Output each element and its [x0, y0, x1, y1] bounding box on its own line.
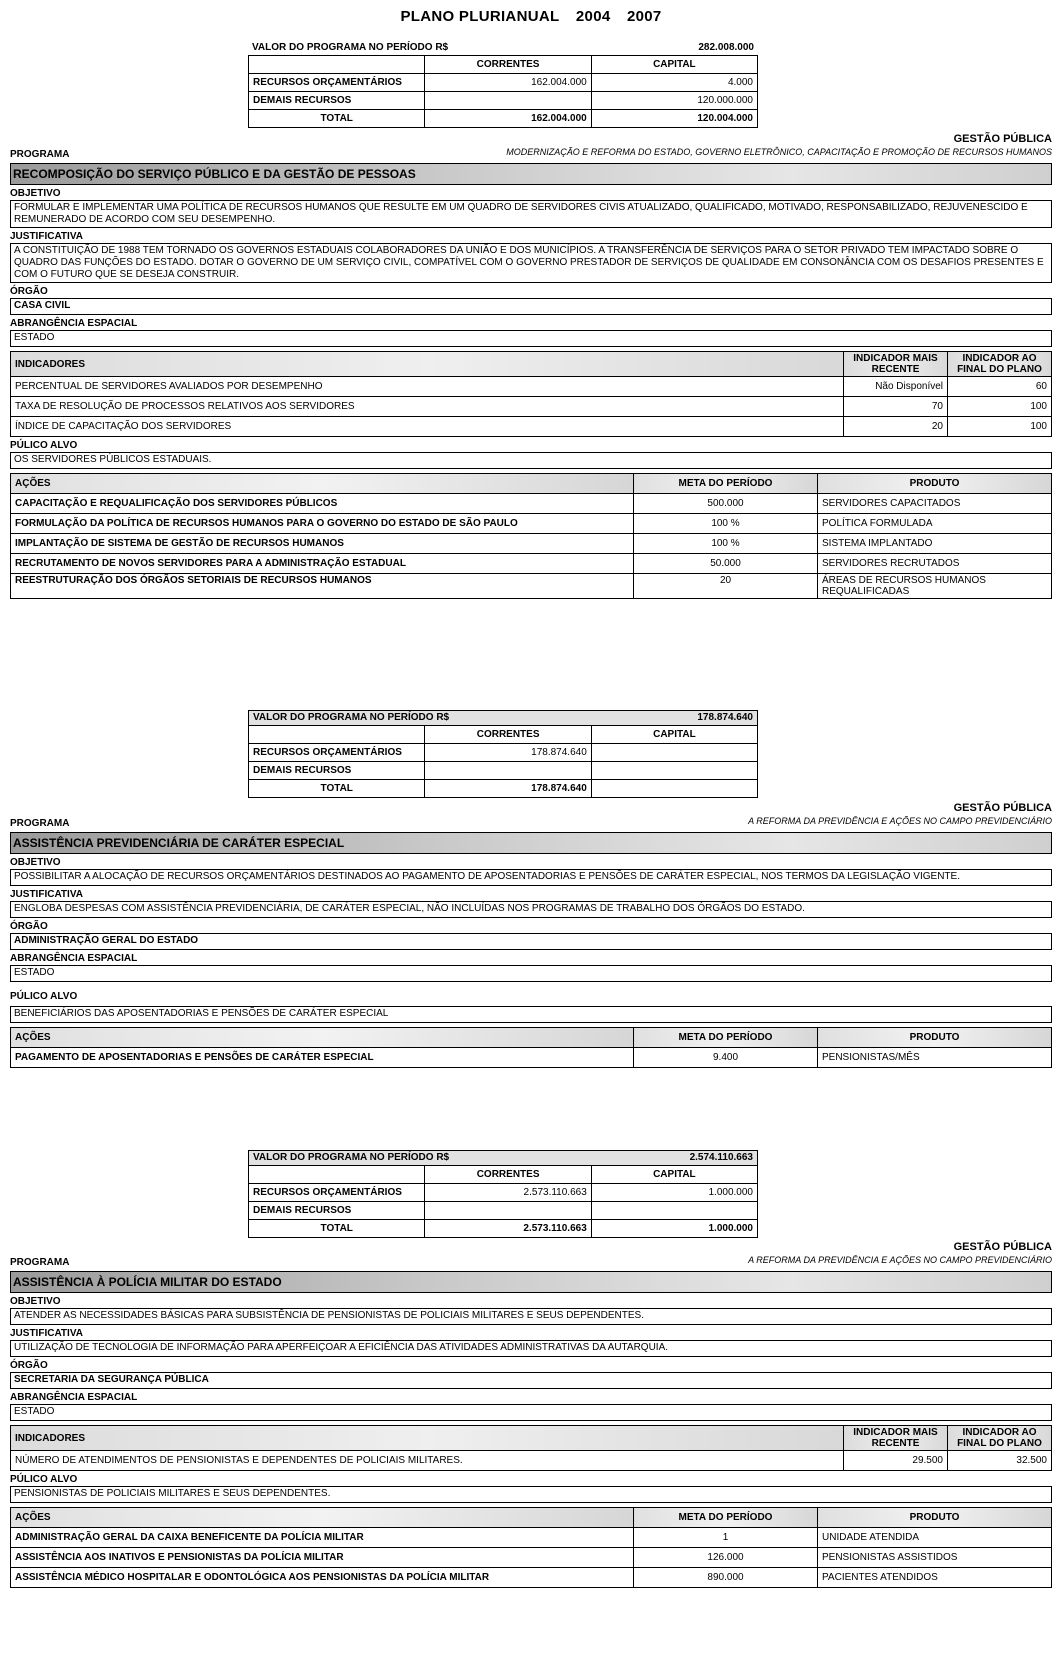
row-label: RECURSOS ORÇAMENTÁRIOS: [249, 74, 425, 92]
ind-final-header: INDICADOR AO FINAL DO PLANO: [948, 352, 1052, 377]
orgao-label: ÓRGÃO: [10, 286, 48, 297]
abrangencia-box: ESTADO: [10, 330, 1052, 347]
justificativa-label: JUSTIFICATIVA: [10, 889, 83, 900]
justificativa-box: UTILIZAÇÃO DE TECNOLOGIA DE INFORMAÇÃO PARA APERFEIÇOAR A EFICIÊNCIA DAS ATIVIDADES ADMINISTRATIVAS DA AUTARQUIA.: [10, 1340, 1052, 1357]
cell: 4.000: [591, 74, 757, 92]
row-label: DEMAIS RECURSOS: [249, 1202, 425, 1220]
justificativa-box: ENGLOBA DESPESAS COM ASSISTÊNCIA PREVIDENCIÁRIA, DE CARÁTER ESPECIAL, NÃO INCLUÍDAS NOS PROGRAMAS DE TRABALHO DOS ÓRGÃOS DO ESTADO.: [10, 901, 1052, 918]
program-subtitle: MODERNIZAÇÃO E REFORMA DO ESTADO, GOVERNO ELETRÔNICO, CAPACITAÇÃO E PROMOÇÃO DE RECURSOS HUMANOS: [506, 147, 1052, 157]
objetivo-box: POSSIBILITAR A ALOCAÇÃO DE RECURSOS ORÇAMENTÁRIOS DESTINADOS AO PAGAMENTO DE APOSENTADORIAS E PENSÕES DE CARÁTER ESPECIAL, NOS TERMOS DA LEGISLAÇÃO VIGENTE.: [10, 869, 1052, 886]
cell: FORMULAÇÃO DA POLÍTICA DE RECURSOS HUMANOS PARA O GOVERNO DO ESTADO DE SÃO PAULO: [11, 514, 634, 534]
value-label: VALOR DO PROGRAMA NO PERÍODO R$: [253, 1152, 450, 1163]
table-row: [11, 554, 1052, 574]
cell: POLÍTICA FORMULADA: [818, 514, 1052, 534]
area-label: GESTÃO PÚBLICA: [953, 1241, 1052, 1253]
title-year-end: 2007: [626, 8, 662, 25]
col-capital: CAPITAL: [591, 56, 757, 74]
row-label: TOTAL: [249, 1220, 425, 1238]
row-label: TOTAL: [249, 110, 425, 128]
produto-header: PRODUTO: [818, 1028, 1052, 1048]
program-name-banner: ASSISTÊNCIA À POLÍCIA MILITAR DO ESTADO: [10, 1271, 1052, 1293]
title-text: PLANO PLURIANUAL: [400, 8, 560, 25]
cell: PERCENTUAL DE SERVIDORES AVALIADOS POR DESEMPENHO: [11, 377, 844, 397]
meta-header: META DO PERÍODO: [634, 474, 818, 494]
cell: 890.000: [634, 1568, 818, 1588]
cell: PENSIONISTAS ASSISTIDOS: [818, 1548, 1052, 1568]
table-row: [11, 377, 1052, 397]
publico-label: PÚLICO ALVO: [10, 440, 78, 451]
value-header: [248, 710, 758, 725]
table-row: [11, 574, 1052, 599]
ind-recente-header: INDICADOR MAIS RECENTE: [844, 352, 948, 377]
table-row: [11, 417, 1052, 437]
programa-label: PROGRAMA: [10, 1257, 70, 1268]
title-year-start: 2004: [575, 8, 611, 25]
abrangencia-label: ABRANGÊNCIA ESPACIAL: [10, 953, 138, 964]
cell: ASSISTÊNCIA AOS INATIVOS E PENSIONISTAS DA POLÍCIA MILITAR: [11, 1548, 634, 1568]
orgao-label: ÓRGÃO: [10, 921, 48, 932]
abrangencia-label: ABRANGÊNCIA ESPACIAL: [10, 318, 138, 329]
value-label: VALOR DO PROGRAMA NO PERÍODO R$: [253, 712, 450, 723]
acoes-header: AÇÕES: [11, 1028, 634, 1048]
cell: 32.500: [948, 1451, 1052, 1471]
cell: ADMINISTRAÇÃO GERAL DA CAIXA BENEFICENTE DA POLÍCIA MILITAR: [11, 1528, 634, 1548]
justificativa-box: A CONSTITUIÇÃO DE 1988 TEM TORNADO OS GOVERNOS ESTADUAIS COLABORADORES DA UNIÃO E DOS MUNICÍPIOS. A TRANSFERÊNCIA DE SERVIÇOS PARA O SETOR PRIVADO TEM IMPACTADO SOBRE O QUADRO DAS FUNÇÕES DO ESTADO. DOTAR O GOVERNO DE UM SERVIÇO CIVIL, COMPATÍVEL COM O GOVERNO PRESTADOR DE SERVIÇOS DE QUALIDADE EM CONSONÂNCIA COM OS DESAFIOS PRESENTES E COM O FUTURO QUE SE DESEJA CONSTRUIR.: [10, 243, 1052, 283]
cell: 2.573.110.663: [425, 1220, 591, 1238]
publico-label: PÚLICO ALVO: [10, 1474, 78, 1485]
cell: UNIDADE ATENDIDA: [818, 1528, 1052, 1548]
indicators-table: [10, 351, 1052, 437]
actions-table: [10, 1507, 1052, 1588]
objetivo-label: OBJETIVO: [10, 1296, 61, 1307]
cell: IMPLANTAÇÃO DE SISTEMA DE GESTÃO DE RECURSOS HUMANOS: [11, 534, 634, 554]
row-label: TOTAL: [249, 780, 425, 798]
cell: 1.000.000: [591, 1184, 757, 1202]
table-row: [11, 494, 1052, 514]
cell: 500.000: [634, 494, 818, 514]
cell: PACIENTES ATENDIDOS: [818, 1568, 1052, 1588]
cell: 100: [948, 417, 1052, 437]
value-label: VALOR DO PROGRAMA NO PERÍODO R$: [252, 42, 449, 53]
produto-header: PRODUTO: [818, 474, 1052, 494]
table-row: [11, 1528, 1052, 1548]
orgao-box: CASA CIVIL: [10, 298, 1052, 315]
orgao-box: SECRETARIA DA SEGURANÇA PÚBLICA: [10, 1372, 1052, 1389]
program-block: [10, 802, 1052, 1068]
cell: 2.573.110.663: [425, 1184, 591, 1202]
justificativa-label: JUSTIFICATIVA: [10, 231, 83, 242]
table-row: [11, 397, 1052, 417]
col-correntes: CORRENTES: [425, 726, 591, 744]
cell: 120.000.000: [591, 92, 757, 110]
table-row: [11, 1451, 1052, 1471]
publico-label: PÚLICO ALVO: [10, 991, 78, 1002]
cell: 162.004.000: [425, 110, 591, 128]
value-total: 282.008.000: [698, 42, 754, 53]
cell: [591, 1202, 757, 1220]
actions-table: [10, 473, 1052, 599]
area-label: GESTÃO PÚBLICA: [953, 133, 1052, 145]
cell: Não Disponível: [844, 377, 948, 397]
program-subtitle: A REFORMA DA PREVIDÊNCIA E AÇÕES NO CAMPO PREVIDENCIÁRIO: [748, 1255, 1052, 1265]
table-row: [11, 514, 1052, 534]
justificativa-label: JUSTIFICATIVA: [10, 1328, 83, 1339]
cell: 9.400: [634, 1048, 818, 1068]
cell: 162.004.000: [425, 74, 591, 92]
cell: SERVIDORES RECRUTADOS: [818, 554, 1052, 574]
objetivo-label: OBJETIVO: [10, 188, 61, 199]
cell: [425, 1202, 591, 1220]
table-row: [11, 1548, 1052, 1568]
cell: RECRUTAMENTO DE NOVOS SERVIDORES PARA A ADMINISTRAÇÃO ESTADUAL: [11, 554, 634, 574]
publico-box: BENEFICIÁRIOS DAS APOSENTADORIAS E PENSÕES DE CARÁTER ESPECIAL: [10, 1006, 1052, 1023]
actions-table: [10, 1027, 1052, 1068]
cell: 100 %: [634, 534, 818, 554]
cell: NÚMERO DE ATENDIMENTOS DE PENSIONISTAS E DEPENDENTES DE POLICIAIS MILITARES.: [11, 1451, 844, 1471]
row-label: DEMAIS RECURSOS: [249, 92, 425, 110]
value-table: [248, 41, 758, 128]
table-row: [11, 1568, 1052, 1588]
value-total: 178.874.640: [697, 712, 753, 723]
row-label: RECURSOS ORÇAMENTÁRIOS: [249, 1184, 425, 1202]
value-total: 2.574.110.663: [689, 1152, 753, 1163]
abrangencia-label: ABRANGÊNCIA ESPACIAL: [10, 1392, 138, 1403]
cell: 1: [634, 1528, 818, 1548]
cell: 178.874.640: [425, 744, 591, 762]
cell: 50.000: [634, 554, 818, 574]
cell: 100 %: [634, 514, 818, 534]
value-table: [248, 1150, 758, 1238]
objetivo-label: OBJETIVO: [10, 857, 61, 868]
cell: ASSISTÊNCIA MÉDICO HOSPITALAR E ODONTOLÓGICA AOS PENSIONISTAS DA POLÍCIA MILITAR: [11, 1568, 634, 1588]
program-name-banner: ASSISTÊNCIA PREVIDENCIÁRIA DE CARÁTER ESPECIAL: [10, 832, 1052, 854]
meta-header: META DO PERÍODO: [634, 1508, 818, 1528]
cell: 1.000.000: [591, 1220, 757, 1238]
program-subtitle: A REFORMA DA PREVIDÊNCIA E AÇÕES NO CAMPO PREVIDENCIÁRIO: [748, 816, 1052, 826]
cell: 100: [948, 397, 1052, 417]
orgao-label: ÓRGÃO: [10, 1360, 48, 1371]
acoes-header: AÇÕES: [11, 474, 634, 494]
col-correntes: CORRENTES: [425, 56, 591, 74]
table-row: [11, 534, 1052, 554]
acoes-header: AÇÕES: [11, 1508, 634, 1528]
indicators-table: [10, 1425, 1052, 1471]
cell: 29.500: [844, 1451, 948, 1471]
value-header: [248, 41, 758, 55]
cell: 178.874.640: [425, 780, 591, 798]
cell: 126.000: [634, 1548, 818, 1568]
cell: TAXA DE RESOLUÇÃO DE PROCESSOS RELATIVOS AOS SERVIDORES: [11, 397, 844, 417]
cell: 20: [844, 417, 948, 437]
indicadores-header: INDICADORES: [11, 1426, 844, 1451]
meta-header: META DO PERÍODO: [634, 1028, 818, 1048]
cell: 120.004.000: [591, 110, 757, 128]
indicadores-header: INDICADORES: [11, 352, 844, 377]
abrangencia-box: ESTADO: [10, 965, 1052, 982]
page-title: [0, 8, 1062, 25]
objetivo-box: ATENDER AS NECESSIDADES BÁSICAS PARA SUBSISTÊNCIA DE PENSIONISTAS DE POLICIAIS MILITARES E SEUS DEPENDENTES.: [10, 1308, 1052, 1325]
row-label: RECURSOS ORÇAMENTÁRIOS: [249, 744, 425, 762]
orgao-box: ADMINISTRAÇÃO GERAL DO ESTADO: [10, 933, 1052, 950]
table-row: [11, 1048, 1052, 1068]
program-block: [10, 1241, 1052, 1588]
programa-label: PROGRAMA: [10, 818, 70, 829]
cell: 70: [844, 397, 948, 417]
col-capital: CAPITAL: [591, 726, 757, 744]
programa-label: PROGRAMA: [10, 149, 70, 160]
cell: ÁREAS DE RECURSOS HUMANOS REQUALIFICADAS: [818, 574, 1052, 599]
row-label: DEMAIS RECURSOS: [249, 762, 425, 780]
objetivo-box: FORMULAR E IMPLEMENTAR UMA POLÍTICA DE RECURSOS HUMANOS QUE RESULTE EM UM QUADRO DE SERVIDORES CIVIS ATUALIZADO, QUALIFICADO, MOTIVADO, RESPONSABILIZADO, REJUVENESCIDO E REMUNERADO DE ACORDO COM SEU DESEMPENHO.: [10, 200, 1052, 228]
cell: [591, 780, 757, 798]
value-table: [248, 710, 758, 798]
cell: 60: [948, 377, 1052, 397]
cell: PAGAMENTO DE APOSENTADORIAS E PENSÕES DE CARÁTER ESPECIAL: [11, 1048, 634, 1068]
publico-box: OS SERVIDORES PÚBLICOS ESTADUAIS.: [10, 452, 1052, 469]
value-header: [248, 1150, 758, 1165]
cell: [425, 92, 591, 110]
col-capital: CAPITAL: [591, 1166, 757, 1184]
cell: [591, 744, 757, 762]
cell: PENSIONISTAS/MÊS: [818, 1048, 1052, 1068]
cell: [591, 762, 757, 780]
area-label: GESTÃO PÚBLICA: [953, 802, 1052, 814]
cell: 20: [634, 574, 818, 599]
produto-header: PRODUTO: [818, 1508, 1052, 1528]
cell: SISTEMA IMPLANTADO: [818, 534, 1052, 554]
abrangencia-box: ESTADO: [10, 1404, 1052, 1421]
cell: REESTRUTURAÇÃO DOS ÓRGÃOS SETORIAIS DE RECURSOS HUMANOS: [11, 574, 634, 599]
program-name-banner: RECOMPOSIÇÃO DO SERVIÇO PÚBLICO E DA GESTÃO DE PESSOAS: [10, 163, 1052, 185]
program-block: [10, 133, 1052, 599]
publico-box: PENSIONISTAS DE POLICIAIS MILITARES E SEUS DEPENDENTES.: [10, 1486, 1052, 1503]
cell: ÍNDICE DE CAPACITAÇÃO DOS SERVIDORES: [11, 417, 844, 437]
ind-recente-header: INDICADOR MAIS RECENTE: [844, 1426, 948, 1451]
col-correntes: CORRENTES: [425, 1166, 591, 1184]
cell: [425, 762, 591, 780]
ind-final-header: INDICADOR AO FINAL DO PLANO: [948, 1426, 1052, 1451]
cell: CAPACITAÇÃO E REQUALIFICAÇÃO DOS SERVIDORES PÚBLICOS: [11, 494, 634, 514]
cell: SERVIDORES CAPACITADOS: [818, 494, 1052, 514]
